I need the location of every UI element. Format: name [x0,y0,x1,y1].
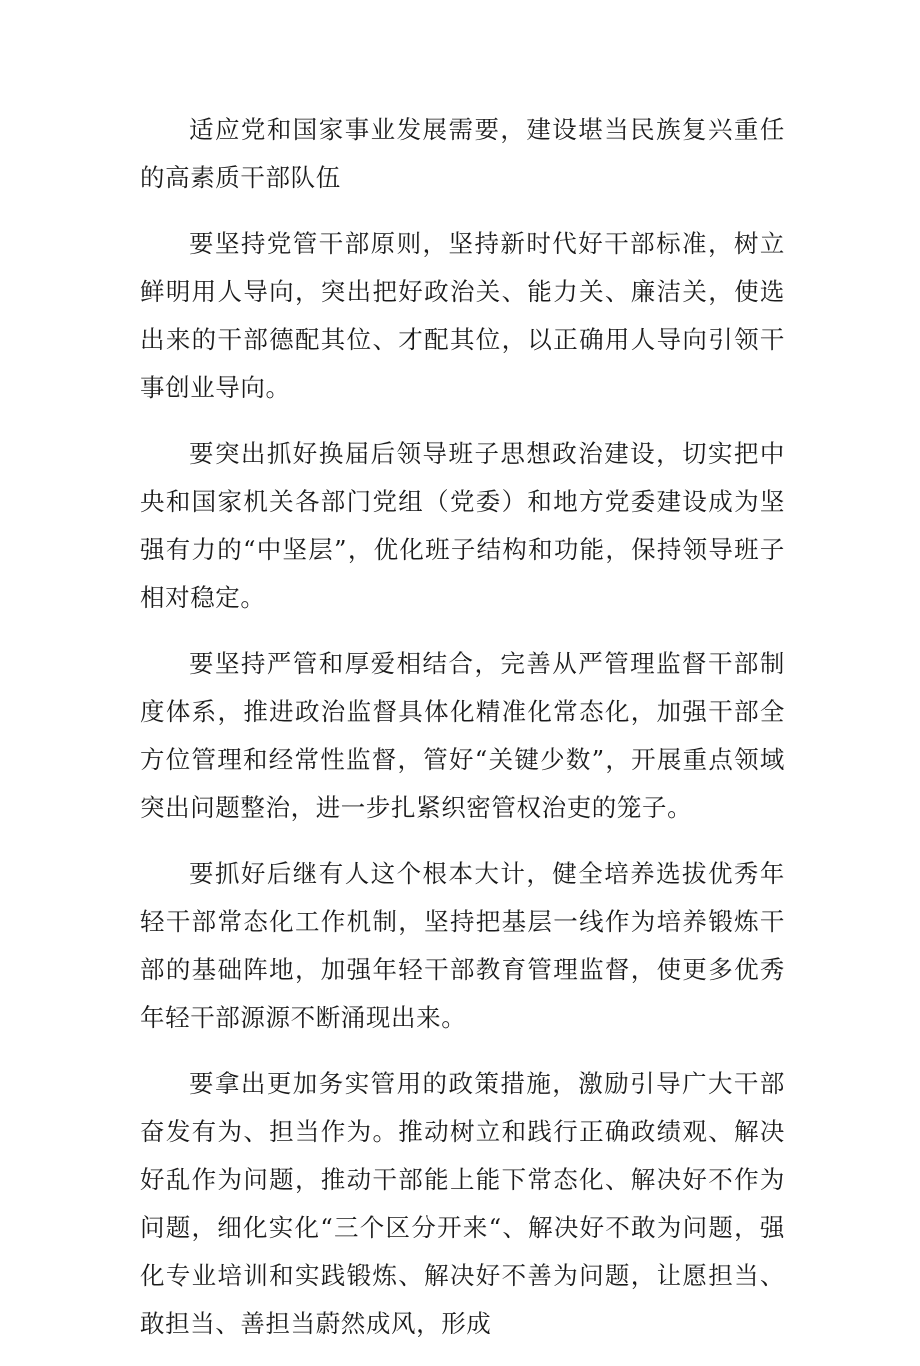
paragraph: 要拿出更加务实管用的政策措施，激励引导广大干部奋发有为、担当作为。推动树立和践行正确政绩观、解决好乱作为问题，推动干部能上能下常态化、解决好不作为问题，细化实化“三个区分开来“、解决好不敢为问题，强化专业培训和实践锻炼、解决好不善为问题，让愿担当、敢担当、善担当蔚然成风，形成 [140,1069,785,1338]
paragraph: 要抓好后继有人这个根本大计，健全培养选拔优秀年轻干部常态化工作机制，坚持把基层一线作为培养锻炼干部的基础阵地，加强年轻干部教育管理监督，使更多优秀年轻干部源源不断涌现出来。 [140,859,785,1032]
paragraph: 要坚持严管和厚爱相结合，完善从严管理监督干部制度体系，推进政治监督具体化精准化常态化，加强干部全方位管理和经常性监督，管好“关键少数”，开展重点领域突出问题整治，进一步扎紧织密管权治吏的笼子。 [140,649,785,822]
paragraph: 要坚持党管干部原则，坚持新时代好干部标准，树立鲜明用人导向，突出把好政治关、能力关、廉洁关，使选出来的干部德配其位、才配其位，以正确用人导向引领干事创业导向。 [140,229,785,402]
document-body [140,106,785,1366]
paragraph-heading: 适应党和国家事业发展需要，建设堪当民族复兴重任的高素质干部队伍 [140,115,785,192]
paragraph: 要突出抓好换届后领导班子思想政治建设，切实把中央和国家机关各部门党组（党委）和地方党委建设成为坚强有力的“中坚层”，优化班子结构和功能，保持领导班子相对稳定。 [140,439,785,612]
